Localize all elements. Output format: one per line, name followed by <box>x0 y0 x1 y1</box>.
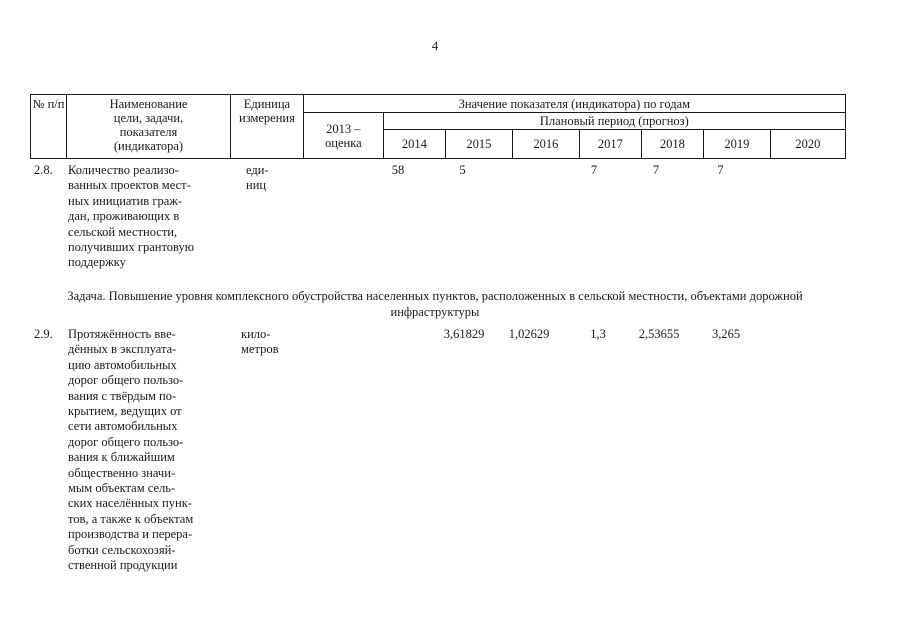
header-num: № п/п <box>31 95 67 159</box>
row-name-line: Протяжённость вве- <box>68 327 176 341</box>
row-name-line: вания к ближайшим <box>68 450 175 465</box>
row-name-line: Количество реализо- <box>68 163 179 177</box>
row-number: 2.8. <box>34 163 53 177</box>
header-year: 2014 <box>383 130 445 159</box>
row-name-line: вания с твёрдым по- <box>68 388 177 403</box>
row-name-line: дорог общего пользо- <box>68 373 184 388</box>
header-year: 2019 <box>703 130 770 159</box>
row-name-line: крытием, ведущих от <box>68 404 182 419</box>
row-name-line: производства и перера- <box>68 527 193 542</box>
value-cell: 58 <box>391 163 405 177</box>
header-year: 2020 <box>770 130 845 159</box>
value-cell: 3,61829 <box>443 327 485 341</box>
row-name <box>68 327 226 574</box>
header-year: 2017 <box>579 130 641 159</box>
row-name-line: мым объектам сель- <box>68 481 176 496</box>
row-name-line: сети автомобильных <box>68 419 178 434</box>
value-cell: 2,53655 <box>638 327 680 341</box>
row-name <box>68 163 226 271</box>
row-name-line: ских населённых пунк- <box>68 496 192 511</box>
value-cell: 7 <box>590 163 598 177</box>
row-unit-line: ниц <box>246 178 267 193</box>
row-unit <box>246 163 292 194</box>
row-name-line: дорог общего пользо- <box>68 434 184 449</box>
row-name-line: ных инициатив граж- <box>68 193 183 208</box>
row-name-line: цию автомобильных <box>68 357 177 372</box>
row-name-line: дённых в эксплуата- <box>68 342 177 357</box>
row-unit <box>241 327 287 358</box>
value-cell: 3,265 <box>711 327 741 341</box>
row-name-line: общественно значи- <box>68 465 176 480</box>
header-plan-period: Плановый период (прогноз) <box>383 113 845 130</box>
value-cell: 1,02629 <box>508 327 550 341</box>
row-name-line: дан, проживающих в <box>68 209 180 224</box>
header-values-title: Значение показателя (индикатора) по годам <box>303 95 845 113</box>
header-unit: Единица измерения <box>231 95 304 159</box>
value-cell: 7 <box>717 163 724 177</box>
header-year: 2016 <box>512 130 579 159</box>
row-unit-line: еди- <box>246 163 269 177</box>
value-cell: 7 <box>652 163 660 177</box>
header-base-year: 2013 – оценка <box>303 113 383 159</box>
value-cell: 5 <box>459 163 466 177</box>
row-unit-line: кило- <box>241 327 271 341</box>
value-cell: 1,3 <box>590 327 606 341</box>
row-name-line: получивших грантовую <box>68 240 195 255</box>
row-name-line: ботки сельскохозяй- <box>68 542 176 557</box>
row-name-line: сельской местности, <box>68 224 178 239</box>
header-name: Наименование цели, задачи, показателя (индикатора) <box>67 95 231 159</box>
row-name-line: ственной продукции <box>68 558 178 573</box>
row-name-line: тов, а также к объектам <box>68 511 194 526</box>
page-number: 4 <box>431 38 439 53</box>
task-heading: Задача. Повышение уровня комплексного обустройства населенных пунктов, расположенных в сельской местности, объектами дорожной инфраструктуры <box>67 289 803 319</box>
row-number: 2.9. <box>34 327 53 341</box>
row-name-line: ванных проектов мест- <box>68 178 191 193</box>
header-year: 2018 <box>641 130 703 159</box>
table-header <box>30 94 846 159</box>
header-year: 2015 <box>445 130 512 159</box>
row-name-line: поддержку <box>68 255 126 270</box>
row-unit-line: метров <box>241 342 279 357</box>
